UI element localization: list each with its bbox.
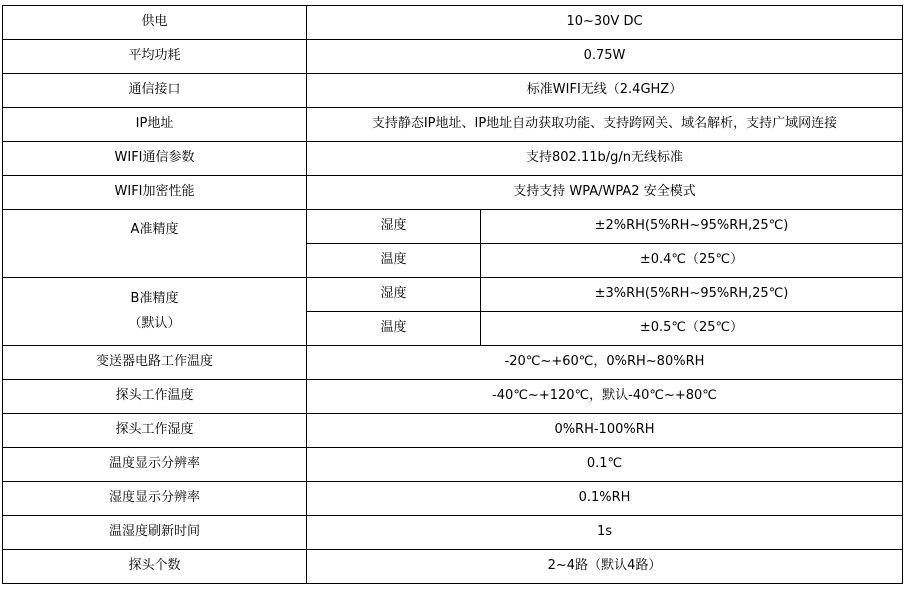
- spec-table: [2, 5, 903, 584]
- table-row: [3, 448, 903, 482]
- row-value: 0%RH-100%RH: [307, 414, 903, 448]
- row-label: 探头工作温度: [3, 380, 307, 414]
- accuracy-a-label: A准精度: [3, 210, 307, 278]
- sub-label: 温度: [307, 244, 481, 278]
- row-label: WIFI加密性能: [3, 176, 307, 210]
- table-row: [3, 278, 903, 312]
- accuracy-b-note: （默认）: [128, 315, 181, 331]
- sub-value: ±0.5℃（25℃）: [481, 312, 903, 346]
- table-row: [3, 550, 903, 584]
- table-row: [3, 414, 903, 448]
- table-row: [3, 108, 903, 142]
- row-value: 标准WIFI无线（2.4GHZ）: [307, 74, 903, 108]
- row-label: 温度显示分辨率: [3, 448, 307, 482]
- row-label: 变送器电路工作温度: [3, 346, 307, 380]
- sub-value: ±3%RH(5%RH~95%RH,25℃): [481, 278, 903, 312]
- row-value: 0.75W: [307, 40, 903, 74]
- table-row: [3, 6, 903, 40]
- table-row: [3, 516, 903, 550]
- sub-label: 温度: [307, 312, 481, 346]
- table-row: [3, 380, 903, 414]
- sub-value: ±2%RH(5%RH~95%RH,25℃): [481, 210, 903, 244]
- accuracy-b-label: B准精度: [130, 291, 179, 307]
- row-label: 探头个数: [3, 550, 307, 584]
- row-value: 支持802.11b/g/n无线标准: [307, 142, 903, 176]
- table-row: [3, 176, 903, 210]
- table-row: [3, 40, 903, 74]
- table-row: [3, 346, 903, 380]
- row-label: 探头工作湿度: [3, 414, 307, 448]
- row-value: 支持支持 WPA/WPA2 安全模式: [307, 176, 903, 210]
- row-label: 供电: [3, 6, 307, 40]
- table-row: [3, 482, 903, 516]
- row-value: 2~4路（默认4路）: [307, 550, 903, 584]
- sub-label: 湿度: [307, 278, 481, 312]
- table-row: [3, 210, 903, 244]
- row-value: 支持静态IP地址、IP地址自动获取功能、支持跨网关、域名解析，支持广域网连接: [307, 108, 903, 142]
- row-label: 温湿度刷新时间: [3, 516, 307, 550]
- sub-label: 湿度: [307, 210, 481, 244]
- row-value: -20℃~+60℃，0%RH~80%RH: [307, 346, 903, 380]
- row-label: 平均功耗: [3, 40, 307, 74]
- row-value: 0.1%RH: [307, 482, 903, 516]
- row-value: 1s: [307, 516, 903, 550]
- row-label: IP地址: [3, 108, 307, 142]
- accuracy-b-cell: [3, 278, 307, 346]
- table-row: [3, 142, 903, 176]
- row-value: 0.1℃: [307, 448, 903, 482]
- row-label: WIFI通信参数: [3, 142, 307, 176]
- row-value: -40℃~+120℃，默认-40℃~+80℃: [307, 380, 903, 414]
- table-row: [3, 74, 903, 108]
- row-label: 湿度显示分辨率: [3, 482, 307, 516]
- row-label: 通信接口: [3, 74, 307, 108]
- sub-value: ±0.4℃（25℃）: [481, 244, 903, 278]
- row-value: 10~30V DC: [307, 6, 903, 40]
